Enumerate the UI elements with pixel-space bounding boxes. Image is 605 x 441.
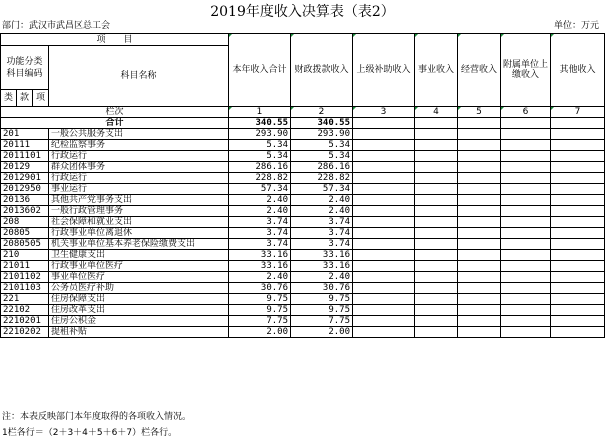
- row-col-7: [551, 294, 605, 305]
- row-name: 一般公共服务支出: [49, 129, 229, 140]
- row-col-3: [353, 206, 415, 217]
- row-col-2: 3.74: [291, 228, 353, 239]
- row-col-6: [501, 327, 551, 338]
- row-col-5: [458, 129, 501, 140]
- row-name: 行政运行: [49, 173, 229, 184]
- header-xiang: 项: [33, 90, 49, 107]
- row-col-2: 7.75: [291, 316, 353, 327]
- row-col-1: 30.76: [229, 283, 291, 294]
- row-col-4: [415, 283, 458, 294]
- row-col-1: 9.75: [229, 305, 291, 316]
- row-col-7: [551, 217, 605, 228]
- row-col-1: 57.34: [229, 184, 291, 195]
- row-col-3: [353, 283, 415, 294]
- table-row: [1, 250, 605, 261]
- row-col-1: 2.40: [229, 206, 291, 217]
- row-code: 2210202: [1, 327, 49, 338]
- row-col-3: [353, 173, 415, 184]
- row-col-2: 2.40: [291, 195, 353, 206]
- row-col-1: 3.74: [229, 228, 291, 239]
- row-col-7: [551, 261, 605, 272]
- row-col-2: 5.34: [291, 140, 353, 151]
- header-col-7: 其他收入: [551, 34, 605, 107]
- row-col-6: [501, 151, 551, 162]
- lanci-3: 3: [353, 107, 415, 118]
- row-col-4: [415, 327, 458, 338]
- row-name: 行政事业单位医疗: [49, 261, 229, 272]
- row-col-6: [501, 228, 551, 239]
- row-col-2: 286.16: [291, 162, 353, 173]
- row-name: 住房保障支出: [49, 294, 229, 305]
- row-col-5: [458, 228, 501, 239]
- row-name: 行政运行: [49, 151, 229, 162]
- row-col-2: 33.16: [291, 261, 353, 272]
- row-col-1: 286.16: [229, 162, 291, 173]
- table-row: [1, 195, 605, 206]
- note-line-2: 1栏各行＝（2＋3＋4＋5＋6＋7）栏各行。: [2, 428, 178, 438]
- row-col-5: [458, 272, 501, 283]
- row-col-3: [353, 294, 415, 305]
- row-name: 住房改革支出: [49, 305, 229, 316]
- row-col-7: [551, 283, 605, 294]
- row-col-5: [458, 195, 501, 206]
- row-col-3: [353, 228, 415, 239]
- row-col-3: [353, 261, 415, 272]
- row-col-4: [415, 305, 458, 316]
- row-col-4: [415, 140, 458, 151]
- row-col-2: 9.75: [291, 305, 353, 316]
- table-row: [1, 294, 605, 305]
- total-col-4: [415, 118, 458, 129]
- row-name: 住房公积金: [49, 316, 229, 327]
- row-code: 2080505: [1, 239, 49, 250]
- total-label: 合计: [1, 118, 229, 129]
- row-col-2: 2.40: [291, 272, 353, 283]
- row-col-1: 2.40: [229, 272, 291, 283]
- row-name: 提租补贴: [49, 327, 229, 338]
- row-col-5: [458, 239, 501, 250]
- row-col-7: [551, 250, 605, 261]
- lanci-2: 2: [291, 107, 353, 118]
- row-col-3: [353, 316, 415, 327]
- table-row: [1, 140, 605, 151]
- row-name: 社会保障和就业支出: [49, 217, 229, 228]
- total-col-3: [353, 118, 415, 129]
- row-col-4: [415, 173, 458, 184]
- total-col-7: [551, 118, 605, 129]
- row-col-2: 228.82: [291, 173, 353, 184]
- header-project: 项 目: [1, 34, 229, 46]
- row-col-7: [551, 327, 605, 338]
- row-col-3: [353, 140, 415, 151]
- row-name: 其他共产党事务支出: [49, 195, 229, 206]
- row-col-5: [458, 316, 501, 327]
- header-col-3: 上级补助收入: [353, 34, 415, 107]
- table-row: [1, 283, 605, 294]
- table-row: [1, 272, 605, 283]
- row-code: 201: [1, 129, 49, 140]
- lanci-7: 7: [551, 107, 605, 118]
- row-code: 2013602: [1, 206, 49, 217]
- row-col-4: [415, 206, 458, 217]
- row-col-6: [501, 239, 551, 250]
- row-col-6: [501, 195, 551, 206]
- row-code: 20111: [1, 140, 49, 151]
- row-name: 行政事业单位离退休: [49, 228, 229, 239]
- row-col-7: [551, 239, 605, 250]
- row-name: 事业单位医疗: [49, 272, 229, 283]
- header-func-name: 科目名称: [49, 46, 229, 107]
- row-col-1: 5.34: [229, 140, 291, 151]
- row-name: 机关事业单位基本养老保险缴费支出: [49, 239, 229, 250]
- row-col-7: [551, 173, 605, 184]
- row-col-2: 2.00: [291, 327, 353, 338]
- row-name: 卫生健康支出: [49, 250, 229, 261]
- row-col-1: 2.00: [229, 327, 291, 338]
- row-col-1: 3.74: [229, 217, 291, 228]
- note-line-1: 注：本表反映部门本年度取得的各项收入情况。: [2, 412, 192, 422]
- row-col-7: [551, 129, 605, 140]
- row-col-1: 9.75: [229, 294, 291, 305]
- row-col-4: [415, 228, 458, 239]
- row-code: 22102: [1, 305, 49, 316]
- row-col-7: [551, 140, 605, 151]
- table-row: [1, 305, 605, 316]
- row-code: 2101102: [1, 272, 49, 283]
- header-row-project: [1, 34, 605, 46]
- row-col-5: [458, 261, 501, 272]
- total-col-1: 340.55: [229, 118, 291, 129]
- row-col-6: [501, 283, 551, 294]
- row-col-3: [353, 250, 415, 261]
- row-col-4: [415, 316, 458, 327]
- header-kuan: 款: [17, 90, 33, 107]
- row-col-2: 5.34: [291, 151, 353, 162]
- row-col-3: [353, 162, 415, 173]
- header-col-4: 事业收入: [415, 34, 458, 107]
- row-col-2: 9.75: [291, 294, 353, 305]
- row-col-1: 3.74: [229, 239, 291, 250]
- table-row: [1, 173, 605, 184]
- unit-label: 单位：万元: [553, 21, 599, 31]
- row-col-5: [458, 206, 501, 217]
- row-col-6: [501, 173, 551, 184]
- row-col-2: 33.16: [291, 250, 353, 261]
- row-name: 事业运行: [49, 184, 229, 195]
- row-col-4: [415, 129, 458, 140]
- row-col-5: [458, 217, 501, 228]
- row-col-7: [551, 162, 605, 173]
- row-name: 纪检监察事务: [49, 140, 229, 151]
- row-col-6: [501, 261, 551, 272]
- row-col-4: [415, 239, 458, 250]
- row-code: 208: [1, 217, 49, 228]
- table-row: [1, 129, 605, 140]
- row-col-7: [551, 305, 605, 316]
- table-row: [1, 239, 605, 250]
- row-col-5: [458, 250, 501, 261]
- lanci-1: 1: [229, 107, 291, 118]
- row-col-5: [458, 327, 501, 338]
- row-col-3: [353, 151, 415, 162]
- row-col-7: [551, 184, 605, 195]
- row-code: 20805: [1, 228, 49, 239]
- row-col-2: 30.76: [291, 283, 353, 294]
- table-row: [1, 228, 605, 239]
- row-code: 2210201: [1, 316, 49, 327]
- row-col-6: [501, 184, 551, 195]
- row-col-1: 228.82: [229, 173, 291, 184]
- total-col-6: [501, 118, 551, 129]
- lanci-4: 4: [415, 107, 458, 118]
- row-col-7: [551, 272, 605, 283]
- row-col-6: [501, 250, 551, 261]
- row-col-5: [458, 305, 501, 316]
- table-row: [1, 316, 605, 327]
- row-col-3: [353, 195, 415, 206]
- row-col-6: [501, 217, 551, 228]
- row-col-5: [458, 173, 501, 184]
- row-col-7: [551, 206, 605, 217]
- row-col-7: [551, 195, 605, 206]
- row-col-1: 33.16: [229, 261, 291, 272]
- row-col-4: [415, 250, 458, 261]
- row-col-4: [415, 294, 458, 305]
- page-title: 2019年度收入决算表（表2）: [210, 4, 395, 20]
- row-col-3: [353, 327, 415, 338]
- row-col-5: [458, 283, 501, 294]
- row-code: 21011: [1, 261, 49, 272]
- row-name: 公务员医疗补助: [49, 283, 229, 294]
- row-col-1: 293.90: [229, 129, 291, 140]
- row-col-3: [353, 272, 415, 283]
- row-col-7: [551, 316, 605, 327]
- row-col-1: 5.34: [229, 151, 291, 162]
- header-col-2: 财政拨款收入: [291, 34, 353, 107]
- row-col-7: [551, 228, 605, 239]
- row-code: 221: [1, 294, 49, 305]
- row-col-7: [551, 151, 605, 162]
- row-col-4: [415, 184, 458, 195]
- table-row: [1, 327, 605, 338]
- row-name: 一般行政管理事务: [49, 206, 229, 217]
- row-code: 210: [1, 250, 49, 261]
- row-col-6: [501, 294, 551, 305]
- row-col-2: 3.74: [291, 217, 353, 228]
- row-col-6: [501, 206, 551, 217]
- header-lei: 类: [1, 90, 17, 107]
- row-name: 群众团体事务: [49, 162, 229, 173]
- row-col-5: [458, 184, 501, 195]
- table-row: [1, 151, 605, 162]
- row-code: 20136: [1, 195, 49, 206]
- row-col-3: [353, 305, 415, 316]
- row-col-3: [353, 239, 415, 250]
- row-col-4: [415, 261, 458, 272]
- row-col-4: [415, 151, 458, 162]
- header-func-code: 功能分类科目编码: [1, 46, 49, 90]
- table-row: [1, 261, 605, 272]
- row-col-3: [353, 217, 415, 228]
- row-col-4: [415, 272, 458, 283]
- row-col-1: 33.16: [229, 250, 291, 261]
- row-code: 2011101: [1, 151, 49, 162]
- row-col-1: 7.75: [229, 316, 291, 327]
- row-code: 20129: [1, 162, 49, 173]
- row-col-4: [415, 162, 458, 173]
- row-col-2: 57.34: [291, 184, 353, 195]
- lanci-row: [1, 107, 605, 118]
- row-col-6: [501, 305, 551, 316]
- lanci-6: 6: [501, 107, 551, 118]
- header-col-5: 经营收入: [458, 34, 501, 107]
- table-row: [1, 184, 605, 195]
- row-code: 2012950: [1, 184, 49, 195]
- lanci-5: 5: [458, 107, 501, 118]
- row-col-4: [415, 195, 458, 206]
- table-row: [1, 162, 605, 173]
- row-col-2: 2.40: [291, 206, 353, 217]
- row-col-5: [458, 140, 501, 151]
- header-col-6: 附属单位上缴收入: [501, 34, 551, 107]
- row-col-5: [458, 151, 501, 162]
- row-col-3: [353, 184, 415, 195]
- table-row: [1, 217, 605, 228]
- row-col-6: [501, 162, 551, 173]
- table-row: [1, 206, 605, 217]
- row-code: 2012901: [1, 173, 49, 184]
- total-col-2: 340.55: [291, 118, 353, 129]
- row-col-2: 3.74: [291, 239, 353, 250]
- lanci-label: 栏次: [1, 107, 229, 118]
- revenue-table: [0, 33, 605, 338]
- row-col-1: 2.40: [229, 195, 291, 206]
- total-col-5: [458, 118, 501, 129]
- total-row: [1, 118, 605, 129]
- row-col-6: [501, 140, 551, 151]
- department-label: 部门：武汉市武昌区总工会: [2, 21, 111, 31]
- row-col-6: [501, 129, 551, 140]
- row-col-5: [458, 162, 501, 173]
- row-col-4: [415, 217, 458, 228]
- row-col-3: [353, 129, 415, 140]
- row-col-2: 293.90: [291, 129, 353, 140]
- row-col-5: [458, 294, 501, 305]
- row-col-6: [501, 316, 551, 327]
- row-code: 2101103: [1, 283, 49, 294]
- header-col-1: 本年收入合计: [229, 34, 291, 107]
- row-col-6: [501, 272, 551, 283]
